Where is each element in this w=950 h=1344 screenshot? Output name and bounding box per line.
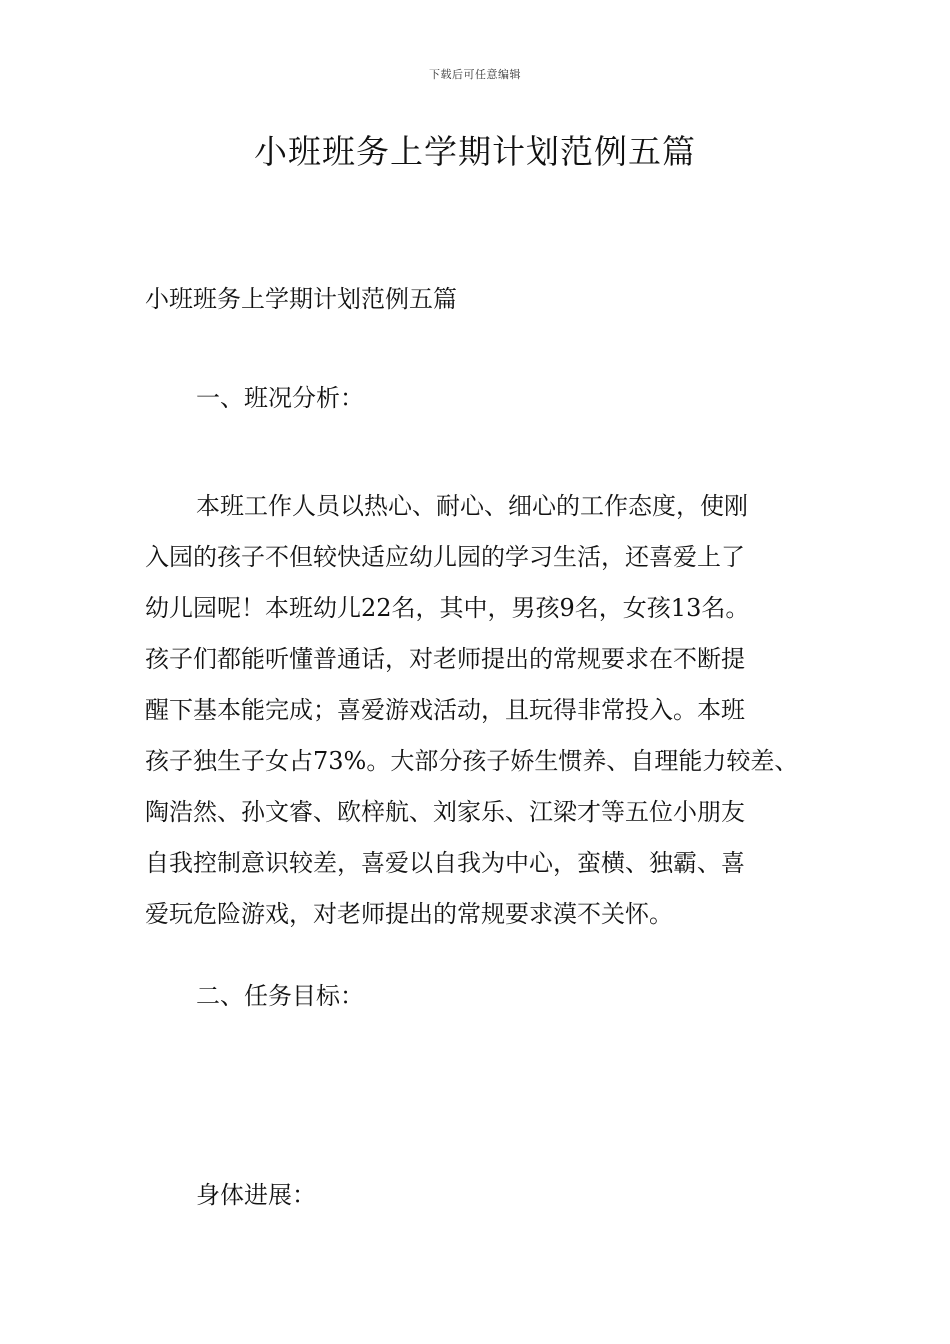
paragraph-line: 入园的孩子不但较快适应幼儿园的学习生活，还喜爱上了 (145, 543, 745, 571)
paragraph-line: 陶浩然、孙文睿、欧梓航、刘家乐、江梁才等五位小朋友 (145, 798, 745, 826)
document-subtitle: 小班班务上学期计划范例五篇 (145, 285, 457, 313)
subsection-heading-physical-development: 身体进展： (196, 1181, 316, 1209)
paragraph-line: 爱玩危险游戏，对老师提出的常规要求漠不关怀。 (145, 900, 673, 928)
section-heading-class-analysis: 一、班况分析： (196, 384, 364, 412)
paragraph-line: 醒下基本能完成；喜爱游戏活动，且玩得非常投入。本班 (145, 696, 745, 724)
section-heading-task-goals: 二、任务目标： (196, 982, 364, 1010)
paragraph-line: 自我控制意识较差，喜爱以自我为中心，蛮横、独霸、喜 (145, 849, 745, 877)
paragraph-line: 孩子们都能听懂普通话，对老师提出的常规要求在不断提 (145, 645, 745, 673)
paragraph-line: 幼儿园呢！本班幼儿22名，其中，男孩9名，女孩13名。 (145, 594, 750, 622)
paragraph-line: 孩子独生子女占73%。大部分孩子娇生惯养、自理能力较差、 (145, 747, 799, 775)
paragraph-line: 本班工作人员以热心、耐心、细心的工作态度，使刚 (196, 492, 748, 520)
header-note: 下载后可任意编辑 (429, 68, 521, 81)
paragraph-class-analysis (145, 481, 809, 940)
document-title: 小班班务上学期计划范例五篇 (254, 132, 696, 171)
